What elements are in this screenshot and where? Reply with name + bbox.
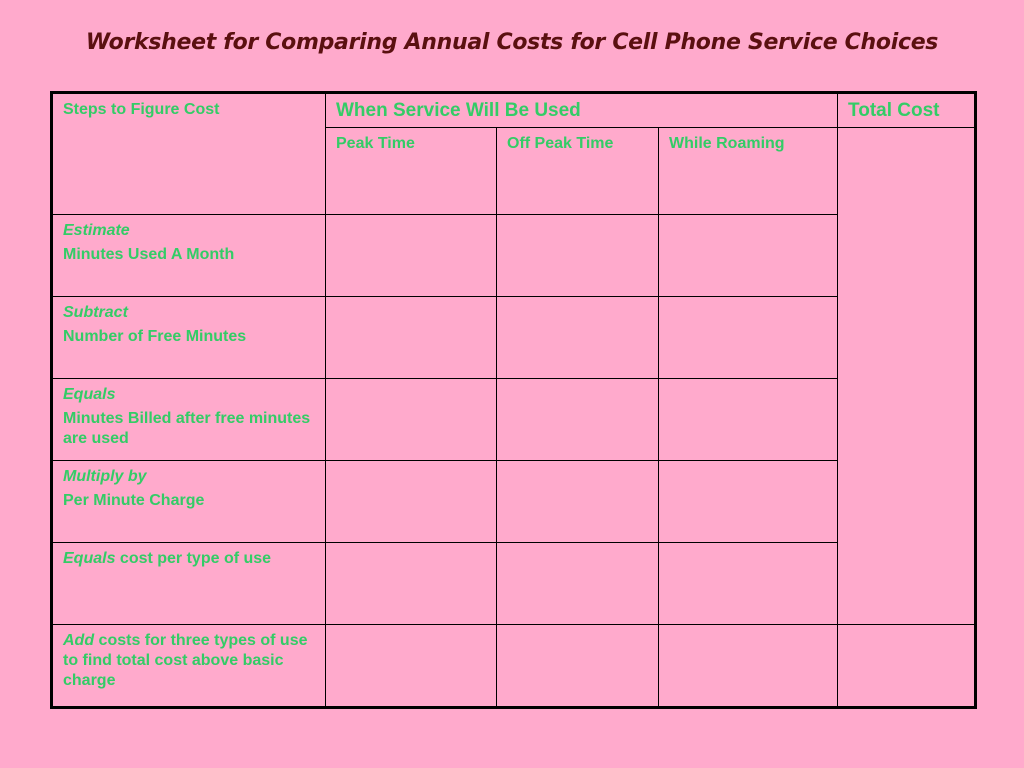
- off-peak-time-cell[interactable]: [497, 379, 659, 461]
- step-description: cost per type of use: [115, 550, 272, 567]
- total-header-label: Total Cost: [848, 100, 940, 121]
- service-header-label: When Service Will Be Used: [336, 100, 581, 121]
- while-roaming-cell[interactable]: [659, 297, 838, 379]
- peak-time-cell[interactable]: [326, 379, 497, 461]
- while-roaming-cell[interactable]: [659, 461, 838, 543]
- step-description: Per Minute Charge: [63, 492, 205, 509]
- table-row: [52, 543, 976, 625]
- off-peak-time-header: [497, 128, 659, 215]
- table-row: [52, 379, 976, 461]
- off-peak-time-label: Off Peak Time: [507, 135, 614, 152]
- off-peak-time-cell[interactable]: [497, 461, 659, 543]
- step-description: Minutes Used A Month: [63, 246, 235, 263]
- step-cell: [52, 461, 326, 543]
- steps-header-label: Steps to Figure Cost: [63, 101, 220, 118]
- step-verb: Multiply by: [63, 468, 147, 485]
- table-row: [52, 625, 976, 708]
- while-roaming-label: While Roaming: [669, 135, 785, 152]
- step-verb: Equals: [63, 386, 116, 403]
- off-peak-time-cell[interactable]: [497, 297, 659, 379]
- peak-time-header: [326, 128, 497, 215]
- while-roaming-header: [659, 128, 838, 215]
- total-cost-column-cell[interactable]: [838, 128, 976, 625]
- step-verb: Estimate: [63, 222, 130, 239]
- step-cell: [52, 297, 326, 379]
- total-cost-cell[interactable]: [838, 625, 976, 708]
- step-cell: [52, 379, 326, 461]
- table-row: [52, 297, 976, 379]
- peak-time-label: Peak Time: [336, 135, 415, 152]
- step-description: Number of Free Minutes: [63, 328, 247, 345]
- while-roaming-cell[interactable]: [659, 543, 838, 625]
- step-cell: [52, 215, 326, 297]
- steps-header-cell: [52, 93, 326, 215]
- while-roaming-cell[interactable]: [659, 625, 838, 708]
- page-title: Worksheet for Comparing Annual Costs for Cell Phone Service Choices: [85, 30, 939, 55]
- total-header-cell: [838, 93, 976, 128]
- off-peak-time-cell[interactable]: [497, 215, 659, 297]
- peak-time-cell[interactable]: [326, 625, 497, 708]
- step-cell: [52, 543, 326, 625]
- peak-time-cell[interactable]: [326, 297, 497, 379]
- peak-time-cell[interactable]: [326, 461, 497, 543]
- step-verb: Subtract: [63, 304, 128, 321]
- step-description: Minutes Billed after free minutes are used: [63, 410, 311, 447]
- off-peak-time-cell[interactable]: [497, 625, 659, 708]
- step-cell: [52, 625, 326, 708]
- while-roaming-cell[interactable]: [659, 379, 838, 461]
- step-verb: Add: [63, 632, 95, 649]
- cost-worksheet-table: [50, 91, 977, 709]
- header-row: [52, 93, 976, 128]
- table-row: [52, 215, 976, 297]
- step-verb: Equals: [63, 550, 116, 567]
- off-peak-time-cell[interactable]: [497, 543, 659, 625]
- table-row: [52, 461, 976, 543]
- peak-time-cell[interactable]: [326, 543, 497, 625]
- while-roaming-cell[interactable]: [659, 215, 838, 297]
- peak-time-cell[interactable]: [326, 215, 497, 297]
- step-description: costs for three types of use to find total cost above basic charge: [63, 632, 308, 689]
- service-header-cell: [326, 93, 838, 128]
